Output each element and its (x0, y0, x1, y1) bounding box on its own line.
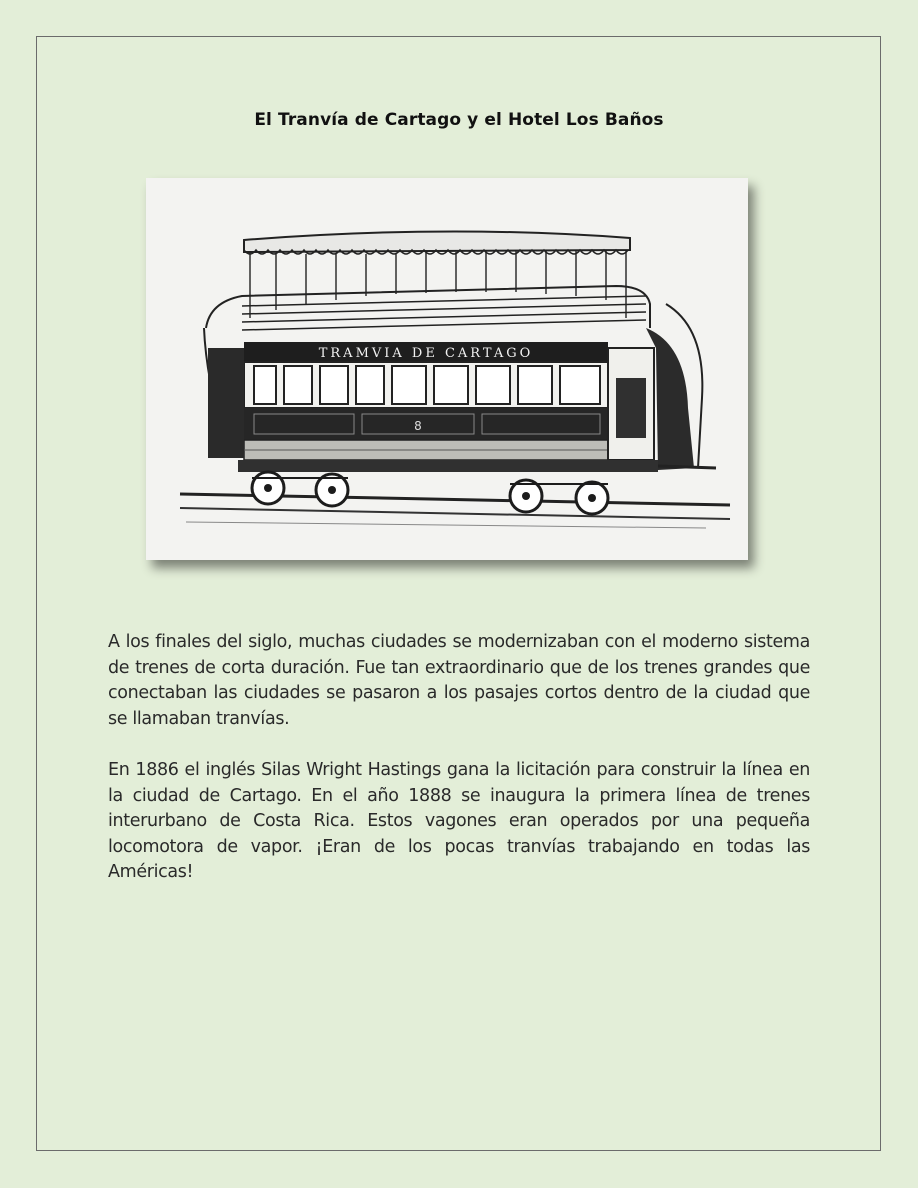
tram-car-number: 8 (414, 419, 422, 433)
body-paragraph: A los finales del siglo, muchas ciudades se modernizaban con el moderno sistema de trenes de corta duración. Fue tan extraordinario que de los trenes grandes que conectaban las ciudades se pasaron a los pasajes cortos dentro de la ciudad que se llamaban tranvías. (108, 632, 810, 729)
tram-sign-text: TRAMVIA DE CARTAGO (318, 346, 534, 361)
body-paragraph: En 1886 el inglés Silas Wright Hastings gana la licitación para construir la línea en la ciudad de Cartago. En el año 1888 se inaugura la primera línea de trenes interurbano de Costa Rica. Estos vagones eran operados por una pequeña locomotora de vapor. ¡Eran de los pocas tranvías trabajando en todas las Américas! (108, 760, 810, 882)
document-title: El Tranvía de Cartago y el Hotel Los Baños (254, 110, 664, 130)
tram-illustration (146, 178, 748, 560)
tram-illustration-icon (146, 178, 748, 560)
